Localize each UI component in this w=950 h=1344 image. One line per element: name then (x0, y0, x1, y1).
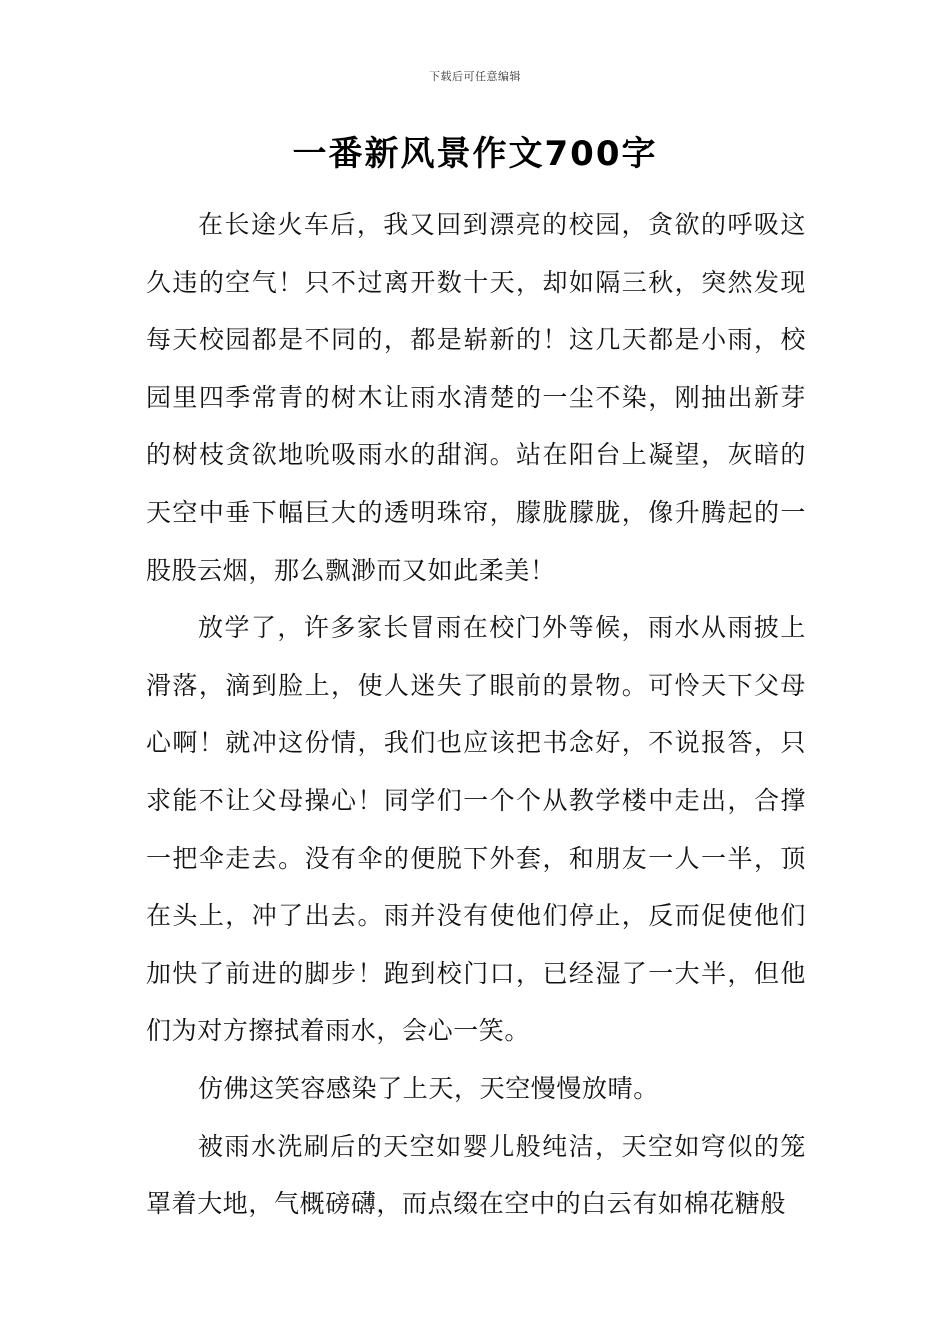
paragraph-4: 被雨水洗刷后的天空如婴儿般纯洁，天空如穹似的笼罩着大地，气概磅礴，而点缀在空中的白云有如棉花糖般 (146, 1131, 806, 1219)
page-title: 一番新风景作文700字 (292, 134, 658, 174)
paragraph-2: 放学了，许多家长冒雨在校门外等候，雨水从雨披上滑落，滴到脸上，使人迷失了眼前的景物。可怜天下父母心啊！就冲这份情，我们也应该把书念好，不说报答，只求能不让父母操心！同学们一个个从教学楼中走出，合撑一把伞走去。没有伞的便脱下外套，和朋友一人一半，顶在头上，冲了出去。雨并没有使他们停止，反而促使他们加快了前进的脚步！跑到校门口，已经湿了一大半，但他们为对方擦拭着雨水，会心一笑。 (146, 613, 806, 1046)
paragraph-3: 仿佛这笑容感染了上天，天空慢慢放晴。 (198, 1073, 659, 1103)
essay-body (146, 196, 806, 1233)
paragraph-1: 在长途火车后，我又回到漂亮的校园，贪欲的呼吸这久违的空气！只不过离开数十天，却如隔三秋，突然发现每天校园都是不同的，都是崭新的！这几天都是小雨，校园里四季常青的树木让雨水清楚的一尘不染，刚抽出新芽的树枝贪欲地吮吸雨水的甜润。站在阳台上凝望，灰暗的天空中垂下幅巨大的透明珠帘，朦胧朦胧，像升腾起的一股股云烟，那么飘渺而又如此柔美！ (146, 210, 806, 585)
header-note: 下载后可任意编辑 (429, 70, 521, 83)
